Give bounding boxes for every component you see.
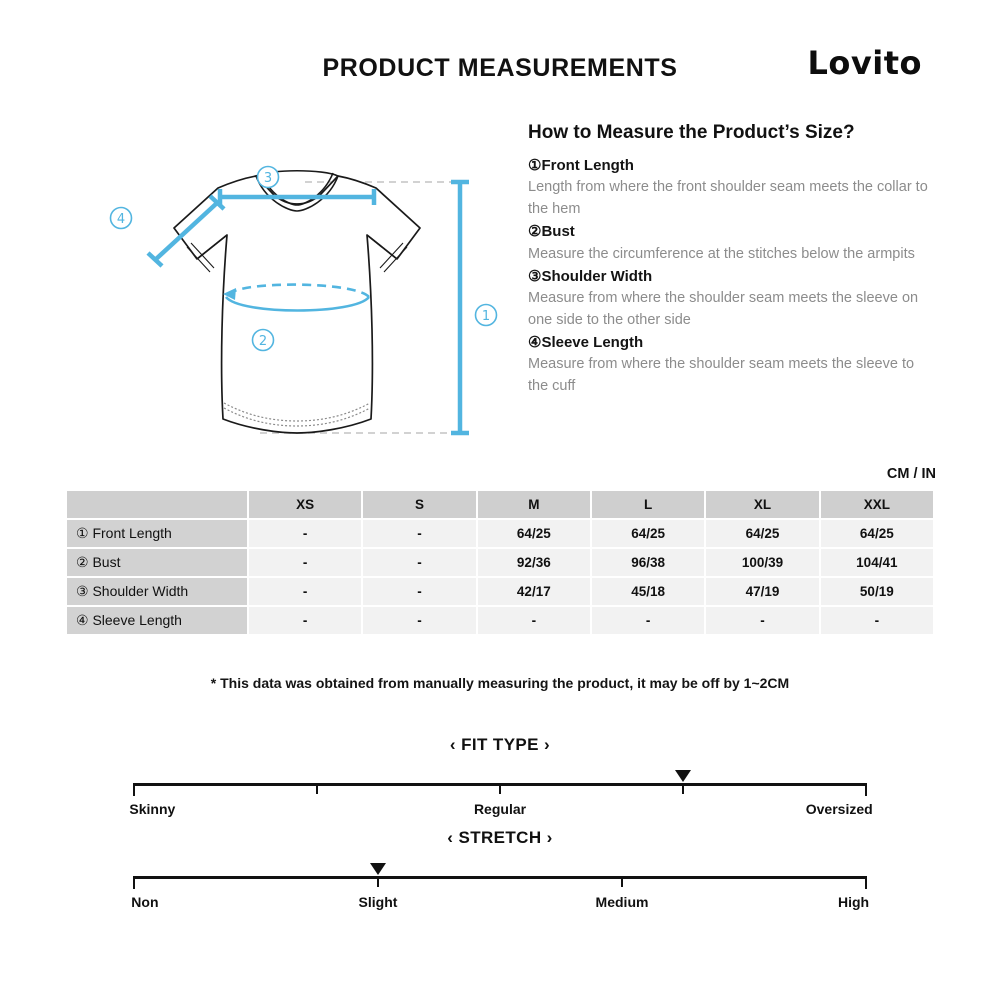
svg-text:3: 3 <box>263 171 273 186</box>
measurement-disclaimer: * This data was obtained from manually measuring the product, it may be off by 1~2CM <box>210 675 790 691</box>
stretch-title: ‹ STRETCH › <box>447 828 553 847</box>
cell-bust-xs: - <box>249 549 361 576</box>
fit-type-title: ‹ FIT TYPE › <box>449 735 551 754</box>
axis-tick-3 <box>621 876 623 887</box>
axis-tick-5 <box>865 783 867 796</box>
how-to-measure-section <box>528 122 938 397</box>
axis-line <box>134 876 866 879</box>
front-length-line <box>451 182 469 433</box>
axis-label-regular: Regular <box>473 801 527 817</box>
table-corner-header <box>67 491 247 518</box>
measure-description: Length from where the front shoulder seam meets the collar to the hem <box>528 179 928 218</box>
measurement-table <box>65 489 935 636</box>
axis-label-high: High <box>838 894 870 910</box>
callout-front-length <box>476 305 497 326</box>
axis-tick-4 <box>682 783 684 794</box>
column-header-xl: XL <box>706 491 818 518</box>
stretch-axis[interactable] <box>131 858 870 910</box>
table-header <box>67 491 933 518</box>
table-row <box>67 578 933 605</box>
row-label-sleeve-length: ④ Sleeve Length <box>67 607 247 634</box>
fit-type-axis[interactable] <box>129 765 873 817</box>
callout-shoulder-width <box>258 167 279 188</box>
callout-bust <box>253 330 274 351</box>
column-header-m: M <box>478 491 590 518</box>
column-header-l: L <box>592 491 704 518</box>
cell-bust-l: 96/38 <box>592 549 704 576</box>
svg-text:4: 4 <box>116 212 126 227</box>
measure-term: ①Front Length <box>528 157 634 174</box>
column-header-xxl: XXL <box>821 491 933 518</box>
cell-bust-m: 92/36 <box>478 549 590 576</box>
cell-shoulder-width-l: 45/18 <box>592 578 704 605</box>
svg-text:1: 1 <box>481 309 491 324</box>
axis-tick-2 <box>377 876 379 887</box>
column-header-s: S <box>363 491 475 518</box>
cell-front-length-xl: 64/25 <box>706 520 818 547</box>
table-row <box>67 607 933 634</box>
cell-sleeve-length-xs: - <box>249 607 361 634</box>
table-row <box>67 549 933 576</box>
cell-shoulder-width-m: 42/17 <box>478 578 590 605</box>
cell-front-length-s: - <box>363 520 475 547</box>
cell-front-length-xs: - <box>249 520 361 547</box>
row-label-bust: ② Bust <box>67 549 247 576</box>
measure-term: ②Bust <box>528 223 575 241</box>
row-label-shoulder-width: ③ Shoulder Width <box>67 578 247 605</box>
measure-item-front-length <box>528 155 938 220</box>
table-body <box>67 520 933 634</box>
measure-item-bust <box>528 221 938 264</box>
axis-tick-3 <box>499 783 501 794</box>
axis-tick-2 <box>316 783 318 794</box>
brand-logo: Lovito <box>807 44 922 82</box>
cell-bust-xxl: 104/41 <box>821 549 933 576</box>
axis-label-non: Non <box>131 894 159 910</box>
table-header-row <box>67 491 933 518</box>
cell-sleeve-length-xl: - <box>706 607 818 634</box>
cell-bust-s: - <box>363 549 475 576</box>
fit-selected-marker <box>675 770 691 782</box>
cell-sleeve-length-xxl: - <box>821 607 933 634</box>
cell-shoulder-width-xxl: 50/19 <box>821 578 933 605</box>
cell-sleeve-length-l: - <box>592 607 704 634</box>
measure-item-shoulder-width <box>528 266 938 331</box>
how-to-measure-heading: How to Measure the Product’s Size? <box>528 122 855 143</box>
cell-front-length-xxl: 64/25 <box>821 520 933 547</box>
fit-type-scale <box>0 735 1000 817</box>
cell-sleeve-length-m: - <box>478 607 590 634</box>
measure-item-sleeve-length <box>528 332 938 397</box>
cell-bust-xl: 100/39 <box>706 549 818 576</box>
measure-description: Measure from where the shoulder seam meets the sleeve to the cuff <box>528 356 915 395</box>
measure-description: Measure from where the shoulder seam meets the sleeve on one side to the other side <box>528 289 919 329</box>
cell-shoulder-width-xl: 47/19 <box>706 578 818 605</box>
axis-label-medium: Medium <box>595 894 649 910</box>
cell-front-length-m: 64/25 <box>478 520 590 547</box>
axis-tick-1 <box>133 876 135 889</box>
column-header-xs: XS <box>249 491 361 518</box>
table-row <box>67 520 933 547</box>
callout-sleeve-length <box>111 208 132 229</box>
svg-text:2: 2 <box>258 334 268 349</box>
units-label: CM / IN <box>886 466 936 482</box>
axis-label-oversized: Oversized <box>805 801 873 817</box>
axis-label-skinny: Skinny <box>129 801 176 817</box>
measure-term: ③Shoulder Width <box>528 267 653 285</box>
measure-description: Measure the circumference at the stitches below the armpits <box>528 245 915 262</box>
stretch-selected-marker <box>370 863 386 875</box>
cell-shoulder-width-xs: - <box>249 578 361 605</box>
axis-label-slight: Slight <box>358 894 398 910</box>
axis-tick-4 <box>865 876 867 889</box>
cell-front-length-l: 64/25 <box>592 520 704 547</box>
page-title: PRODUCT MEASUREMENTS <box>322 54 678 82</box>
axis-tick-1 <box>133 783 135 796</box>
cell-sleeve-length-s: - <box>363 607 475 634</box>
measure-term: ④Sleeve Length <box>528 334 644 352</box>
garment-diagram <box>60 155 510 455</box>
cell-shoulder-width-s: - <box>363 578 475 605</box>
stretch-scale <box>0 828 1000 910</box>
row-label-front-length: ① Front Length <box>67 520 247 547</box>
